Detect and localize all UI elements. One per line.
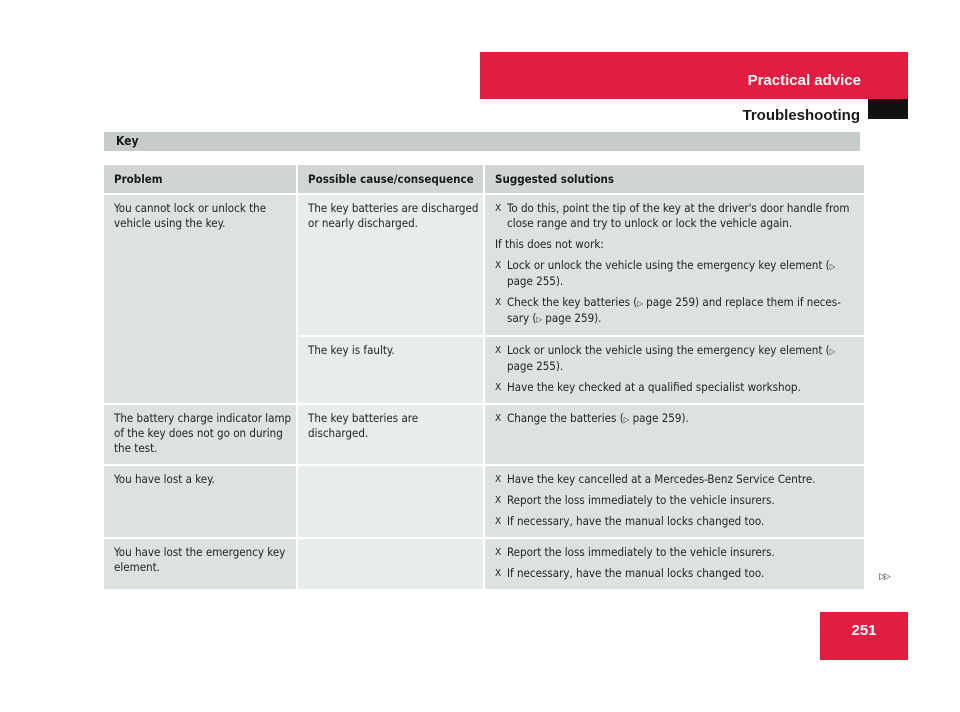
solution-step: X If necessary, have the manual locks changed too. bbox=[495, 514, 765, 528]
solution-step: X Change the batteries (▷ page 259). bbox=[495, 411, 689, 425]
page-ref-icon: ▷ bbox=[637, 299, 643, 308]
step-arrow-icon: X bbox=[495, 474, 502, 485]
table-caption: Key bbox=[104, 132, 860, 151]
section-header-band bbox=[480, 52, 908, 99]
solutions-cell bbox=[485, 337, 864, 403]
table-row bbox=[104, 195, 864, 335]
page-ref-icon: ▷ bbox=[829, 347, 836, 356]
cause-cell: The key batteries are discharged or nearly discharged. bbox=[298, 195, 483, 335]
subsection-title: Troubleshooting bbox=[742, 107, 860, 124]
solution-step: X Report the loss immediately to the vehicle insurers. bbox=[495, 545, 775, 559]
step-arrow-icon: X bbox=[495, 516, 502, 527]
problem-cell: You have lost a key. bbox=[104, 466, 296, 537]
solution-step: X If necessary, have the manual locks changed too. bbox=[495, 566, 765, 580]
section-title: Practical advice bbox=[747, 72, 861, 89]
solution-step: X Check the key batteries (▷ page 259) and replace them if neces-sary (▷ page 259). bbox=[495, 295, 841, 325]
step-arrow-icon: X bbox=[495, 568, 502, 579]
solutions-cell bbox=[485, 195, 864, 335]
column-header-cause: Possible cause/consequence bbox=[298, 165, 483, 193]
page-number: 251 bbox=[851, 622, 877, 639]
page-tab-marker bbox=[868, 99, 908, 119]
cause-cell bbox=[298, 539, 483, 589]
step-arrow-icon: X bbox=[495, 382, 502, 393]
cause-cell: The key batteries are discharged. bbox=[298, 405, 483, 464]
solution-step: X Report the loss immediately to the vehicle insurers. bbox=[495, 493, 775, 507]
table-row bbox=[104, 405, 864, 464]
solution-step: X Have the key checked at a qualified specialist workshop. bbox=[495, 380, 801, 394]
page-ref-icon: ▷ bbox=[829, 262, 836, 271]
table-row bbox=[104, 539, 864, 589]
step-arrow-icon: X bbox=[495, 297, 502, 308]
solution-step: X Have the key cancelled at a Mercedes-Benz Service Centre. bbox=[495, 472, 816, 486]
step-arrow-icon: X bbox=[495, 495, 502, 506]
solution-step: X Lock or unlock the vehicle using the emergency key element (▷ page 255). bbox=[495, 343, 836, 373]
page-ref-icon: ▷ bbox=[536, 315, 542, 324]
column-header-problem: Problem bbox=[104, 165, 296, 193]
table-header-row bbox=[104, 165, 864, 193]
solution-step: X Lock or unlock the vehicle using the emergency key element (▷ page 255). bbox=[495, 258, 836, 288]
solutions-cell bbox=[485, 466, 864, 537]
column-header-solutions: Suggested solutions bbox=[485, 165, 864, 193]
step-arrow-icon: X bbox=[495, 413, 502, 424]
problem-cell: The battery charge indicator lamp of the key does not go on during the test. bbox=[104, 405, 296, 464]
page-ref-icon: ▷ bbox=[623, 415, 630, 424]
page-number-box bbox=[820, 612, 908, 660]
solution-note: If this does not work: bbox=[495, 237, 604, 251]
step-arrow-icon: X bbox=[495, 203, 502, 214]
step-arrow-icon: X bbox=[495, 260, 502, 271]
step-arrow-icon: X bbox=[495, 547, 502, 558]
solutions-cell bbox=[485, 405, 864, 464]
problem-cell: You cannot lock or unlock the vehicle using the key. bbox=[104, 195, 296, 403]
cause-cell: The key is faulty. bbox=[298, 337, 483, 403]
solutions-cell bbox=[485, 539, 864, 589]
solution-step: X To do this, point the tip of the key at the driver's door handle from close range and try to unlock or lock the vehicle again. bbox=[495, 201, 850, 230]
problem-cell: You have lost the emergency key element. bbox=[104, 539, 296, 589]
step-arrow-icon: X bbox=[495, 345, 502, 356]
continued-on-next-page-icon: ▷▷ bbox=[879, 572, 889, 582]
troubleshooting-table bbox=[102, 163, 866, 591]
table-row bbox=[104, 466, 864, 537]
cause-cell bbox=[298, 466, 483, 537]
